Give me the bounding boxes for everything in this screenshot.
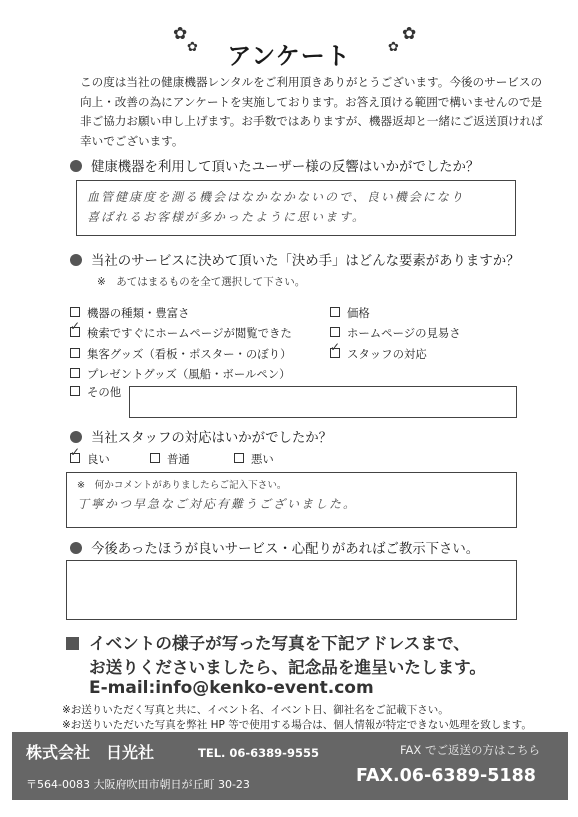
- question-1: [70, 156, 479, 175]
- checkbox[interactable]: [70, 368, 80, 378]
- intro-line: この度は当社の健康機器レンタルをご利用頂きありがとうございます。今後のサービスの: [80, 75, 543, 89]
- q1-answer-line-2: 喜ばれるお客様が多かったように思います。: [87, 210, 367, 224]
- checkbox[interactable]: [70, 348, 80, 358]
- option-homepage-readability[interactable]: ホームページの見易さ: [330, 325, 461, 341]
- question-4: [70, 538, 479, 557]
- checkbox[interactable]: [330, 327, 340, 337]
- q3-comment-box[interactable]: [66, 472, 517, 528]
- q3-comment: 丁寧かつ早急なご対応有難うございました。: [77, 497, 358, 511]
- option-staff-response[interactable]: ✓ スタッフの対応: [330, 346, 427, 362]
- checkbox[interactable]: [70, 307, 80, 317]
- other-input-box[interactable]: [129, 386, 517, 418]
- flower-icon: ✿: [187, 40, 198, 55]
- option-device-variety[interactable]: 機器の種類・豊富さ: [70, 305, 190, 321]
- option-present-goods[interactable]: プレゼントグッズ（風船・ボールペン）: [70, 366, 291, 382]
- rating-normal[interactable]: 普通: [150, 451, 190, 467]
- q4-answer-box[interactable]: [66, 560, 517, 620]
- question-3-text: 当社スタッフの対応はいかがでしたか？: [91, 431, 333, 446]
- intro-line: 向上・改善の為にアンケートを実施しております。お答え頂ける範囲で構いませんので是: [80, 94, 543, 109]
- promo-note-2: ※お送りいただいた写真を弊社 HP 等で使用する場合は、個人情報が特定できない処理を致します。: [62, 719, 532, 731]
- company-address: 〒564-0083 大阪府吹田市朝日が丘町 30-23: [26, 778, 250, 791]
- question-4-text: 今後あったほうが良いサービス・心配りがあればご教示下さい。: [91, 542, 480, 557]
- promo-line-2: お送りくださいましたら、記念品を進呈いたします。: [89, 658, 486, 677]
- option-other[interactable]: その他: [70, 384, 121, 400]
- question-2-text: 当社のサービスに決めて頂いた「決め手」はどんな要素がありますか？: [91, 254, 520, 269]
- bullet-icon: [70, 431, 82, 443]
- fax-note: FAX でご返送の方はこちら: [400, 743, 540, 757]
- rating-good[interactable]: ✓良い: [70, 451, 110, 467]
- checkbox[interactable]: [330, 307, 340, 317]
- promo-note-1: ※お送りいただく写真と共に、イベント名、イベント日、御社名をご記載下さい。: [62, 704, 449, 716]
- q3-comment-prompt: ※ 何かコメントがありましたらご記入下さい。: [77, 480, 287, 491]
- intro-line: 幸いでございます。: [80, 133, 184, 148]
- promo-line-1: イベントの様子が写った写真を下記アドレスまで、: [66, 630, 470, 654]
- bullet-icon: [70, 254, 82, 266]
- flower-icon: ✿: [173, 24, 188, 44]
- q1-answer-line-1: 血管健康度を測る機会はなかなかないので、良い機会になり: [87, 190, 465, 204]
- option-price[interactable]: 価格: [330, 305, 370, 321]
- intro-line: 非ご協力お願い申し上げます。お手数ではありますが、機器返却と一緒にご返送頂ければ: [80, 114, 543, 128]
- q1-answer-box[interactable]: [76, 180, 516, 236]
- option-search-homepage[interactable]: ✓検索ですぐにホームページが閲覧できた: [70, 325, 292, 341]
- fax-number: FAX.06-6389-5188: [356, 766, 536, 786]
- bullet-icon: [70, 542, 82, 554]
- q2-note: ※ あてはまるものを全て選択して下さい。: [97, 276, 306, 288]
- option-promo-goods[interactable]: 集客グッズ（看板・ポスター・のぼり）: [70, 346, 291, 362]
- checkbox-checked[interactable]: [330, 348, 340, 358]
- footer-banner: [12, 732, 568, 800]
- checkbox-checked[interactable]: [70, 453, 80, 463]
- flower-icon: ✿: [388, 40, 399, 55]
- checkbox[interactable]: [70, 386, 80, 396]
- company-name: 株式会社 日光社: [26, 743, 155, 762]
- page-title: アンケート: [227, 42, 351, 70]
- question-3: [70, 427, 332, 446]
- checkbox[interactable]: [234, 453, 244, 463]
- question-1-text: 健康機器を利用して頂いたユーザー様の反響はいかがでしたか？: [91, 160, 480, 175]
- intro-text: [80, 73, 543, 151]
- checkbox-checked[interactable]: [70, 327, 80, 337]
- company-tel: TEL. 06-6389-9555: [198, 746, 319, 760]
- square-bullet-icon: [66, 637, 79, 650]
- question-2: [70, 250, 520, 269]
- flower-icon: ✿: [402, 24, 417, 44]
- checkbox[interactable]: [150, 453, 160, 463]
- bullet-icon: [70, 160, 82, 172]
- rating-bad[interactable]: 悪い: [234, 451, 274, 467]
- email-link[interactable]: E-mail:info@kenko-event.com: [89, 678, 374, 698]
